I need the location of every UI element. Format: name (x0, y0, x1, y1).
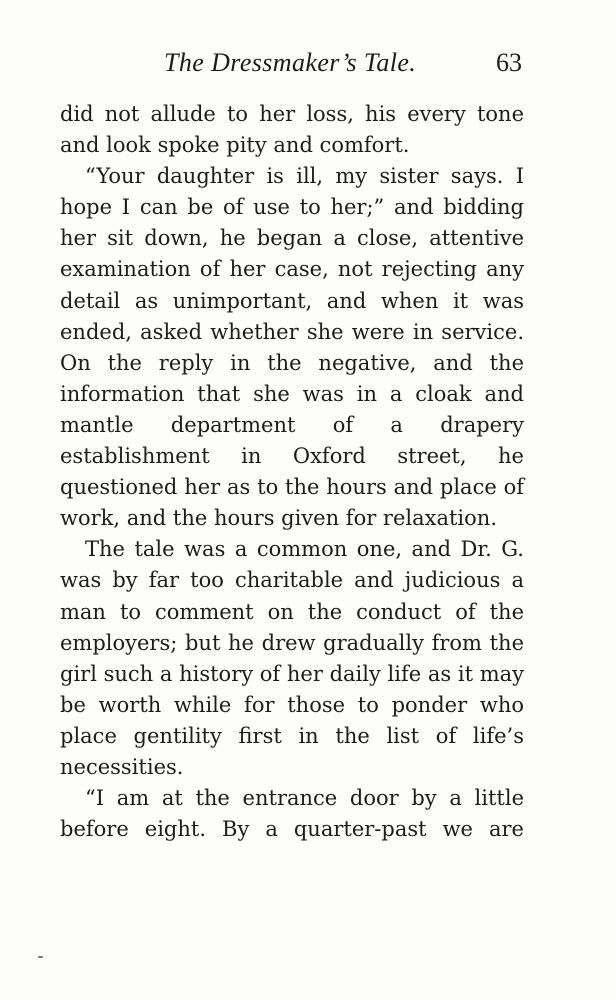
running-title: The Dressmaker’s Tale. (164, 48, 417, 77)
running-head (60, 44, 524, 80)
paragraph-common-tale: The tale was a common one, and Dr. G. was by far too charitable and judicious a man to comment on the conduct of the employers; but he drew gradually from the girl such a history of her daily life as it may be worth while for those to ponder who place gentility first in the list of life’s necessities. (60, 537, 524, 779)
paragraph-daughter-ill: “Your daughter is ill, my sister says. I hope I can be of use to her;” and bidding her sit down, he began a close, attentive examination of her case, not rejecting any detail as unimportant, and when it was ended, asked whether she were in service. On the reply in the negative, and the information that she was in a cloak and mantle department of a drapery establishment in Oxford street, he questioned her as to the hours and place of work, and the hours given for relaxation. (60, 164, 524, 531)
page-number: 63 (496, 48, 522, 77)
paragraph-continued: did not allude to her loss, his every tone and look spoke pity and comfort. (60, 102, 524, 158)
paragraph-entrance-door: “I am at the entrance door by a little before eight. By a quarter-past we are (60, 786, 524, 842)
page-edge-mark (38, 956, 43, 958)
body-text (60, 99, 524, 845)
